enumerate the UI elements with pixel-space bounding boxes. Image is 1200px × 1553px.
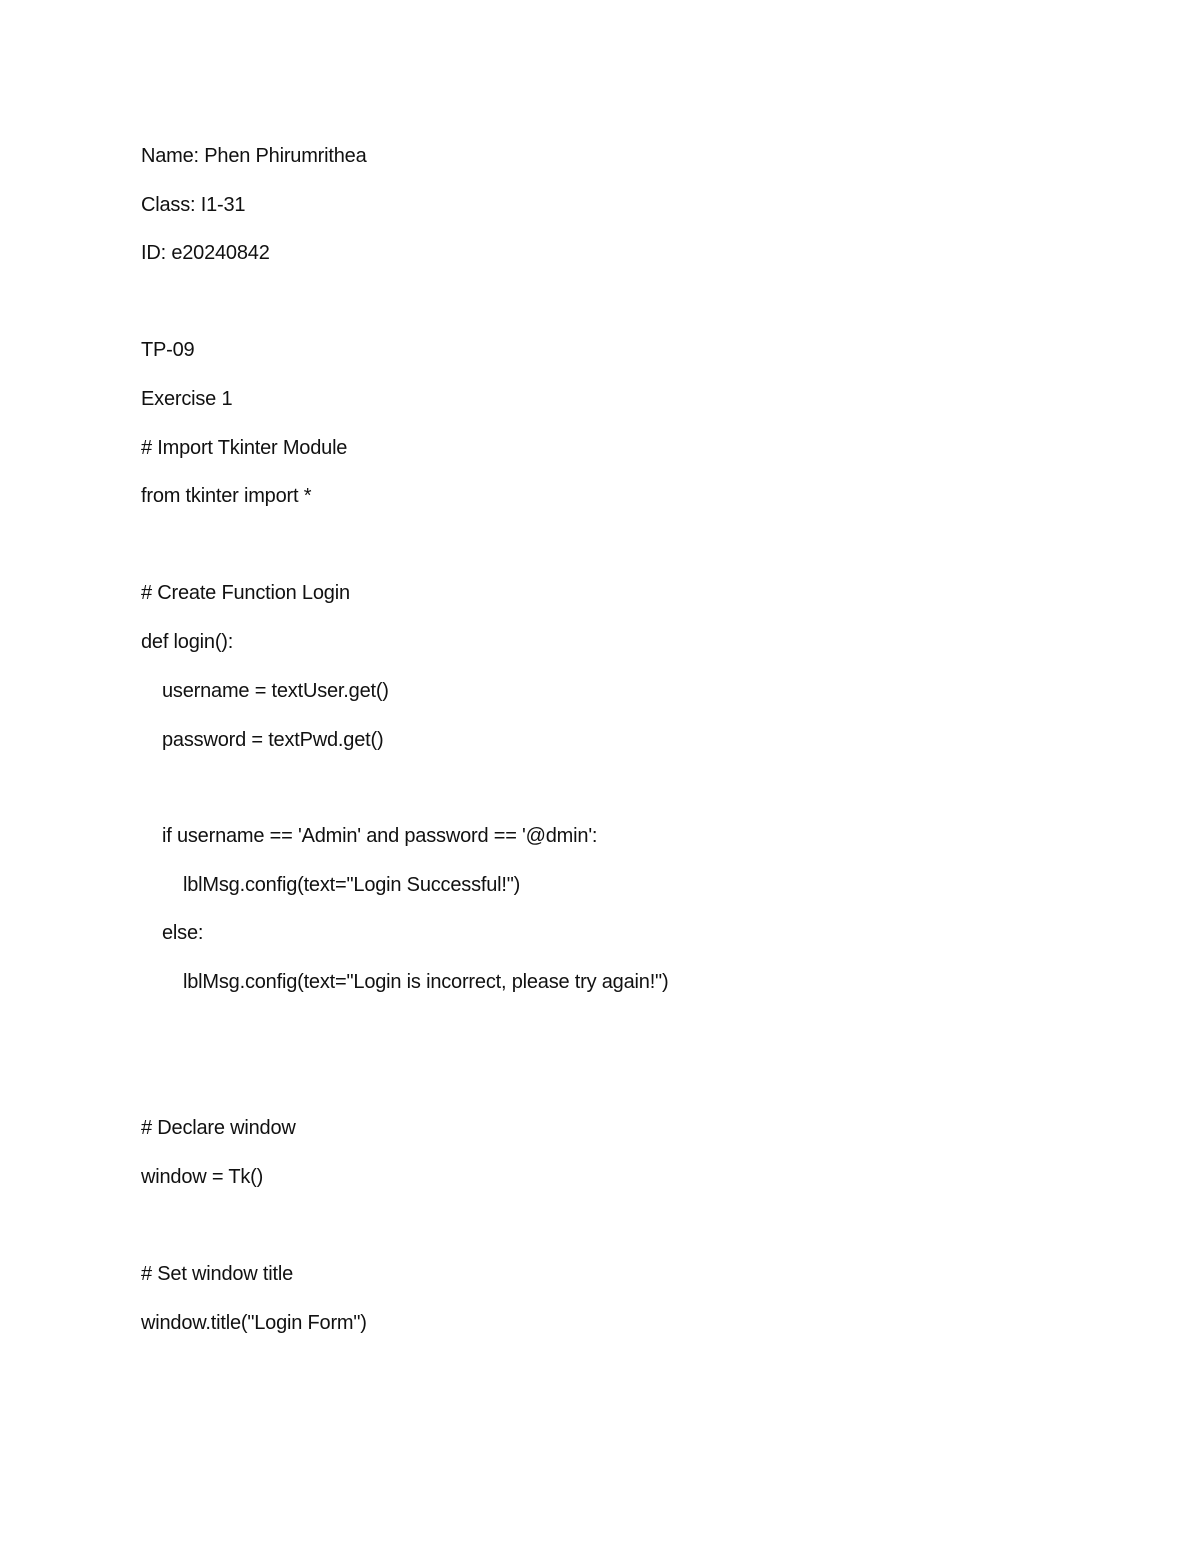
code-line: # Create Function Login xyxy=(141,582,350,604)
code-line: password = textPwd.get() xyxy=(162,729,384,751)
code-line: lblMsg.config(text="Login is incorrect, please try again!") xyxy=(183,971,669,993)
student-class: Class: I1-31 xyxy=(141,194,246,216)
code-line: # Declare window xyxy=(141,1117,296,1139)
code-line: window = Tk() xyxy=(141,1166,264,1188)
tp-title: TP-09 xyxy=(141,339,195,361)
code-line: from tkinter import * xyxy=(141,485,312,507)
student-name: Name: Phen Phirumrithea xyxy=(141,145,367,167)
code-line: username = textUser.get() xyxy=(162,680,389,702)
code-line: lblMsg.config(text="Login Successful!") xyxy=(183,874,521,896)
code-line: # Import Tkinter Module xyxy=(141,437,348,459)
code-line: if username == 'Admin' and password == '@dmin': xyxy=(162,825,598,847)
code-line: def login(): xyxy=(141,631,234,653)
code-line: # Set window title xyxy=(141,1263,294,1285)
exercise-title: Exercise 1 xyxy=(141,388,233,410)
student-id: ID: e20240842 xyxy=(141,242,270,264)
code-line: window.title("Login Form") xyxy=(141,1312,367,1334)
code-line: else: xyxy=(162,922,204,944)
